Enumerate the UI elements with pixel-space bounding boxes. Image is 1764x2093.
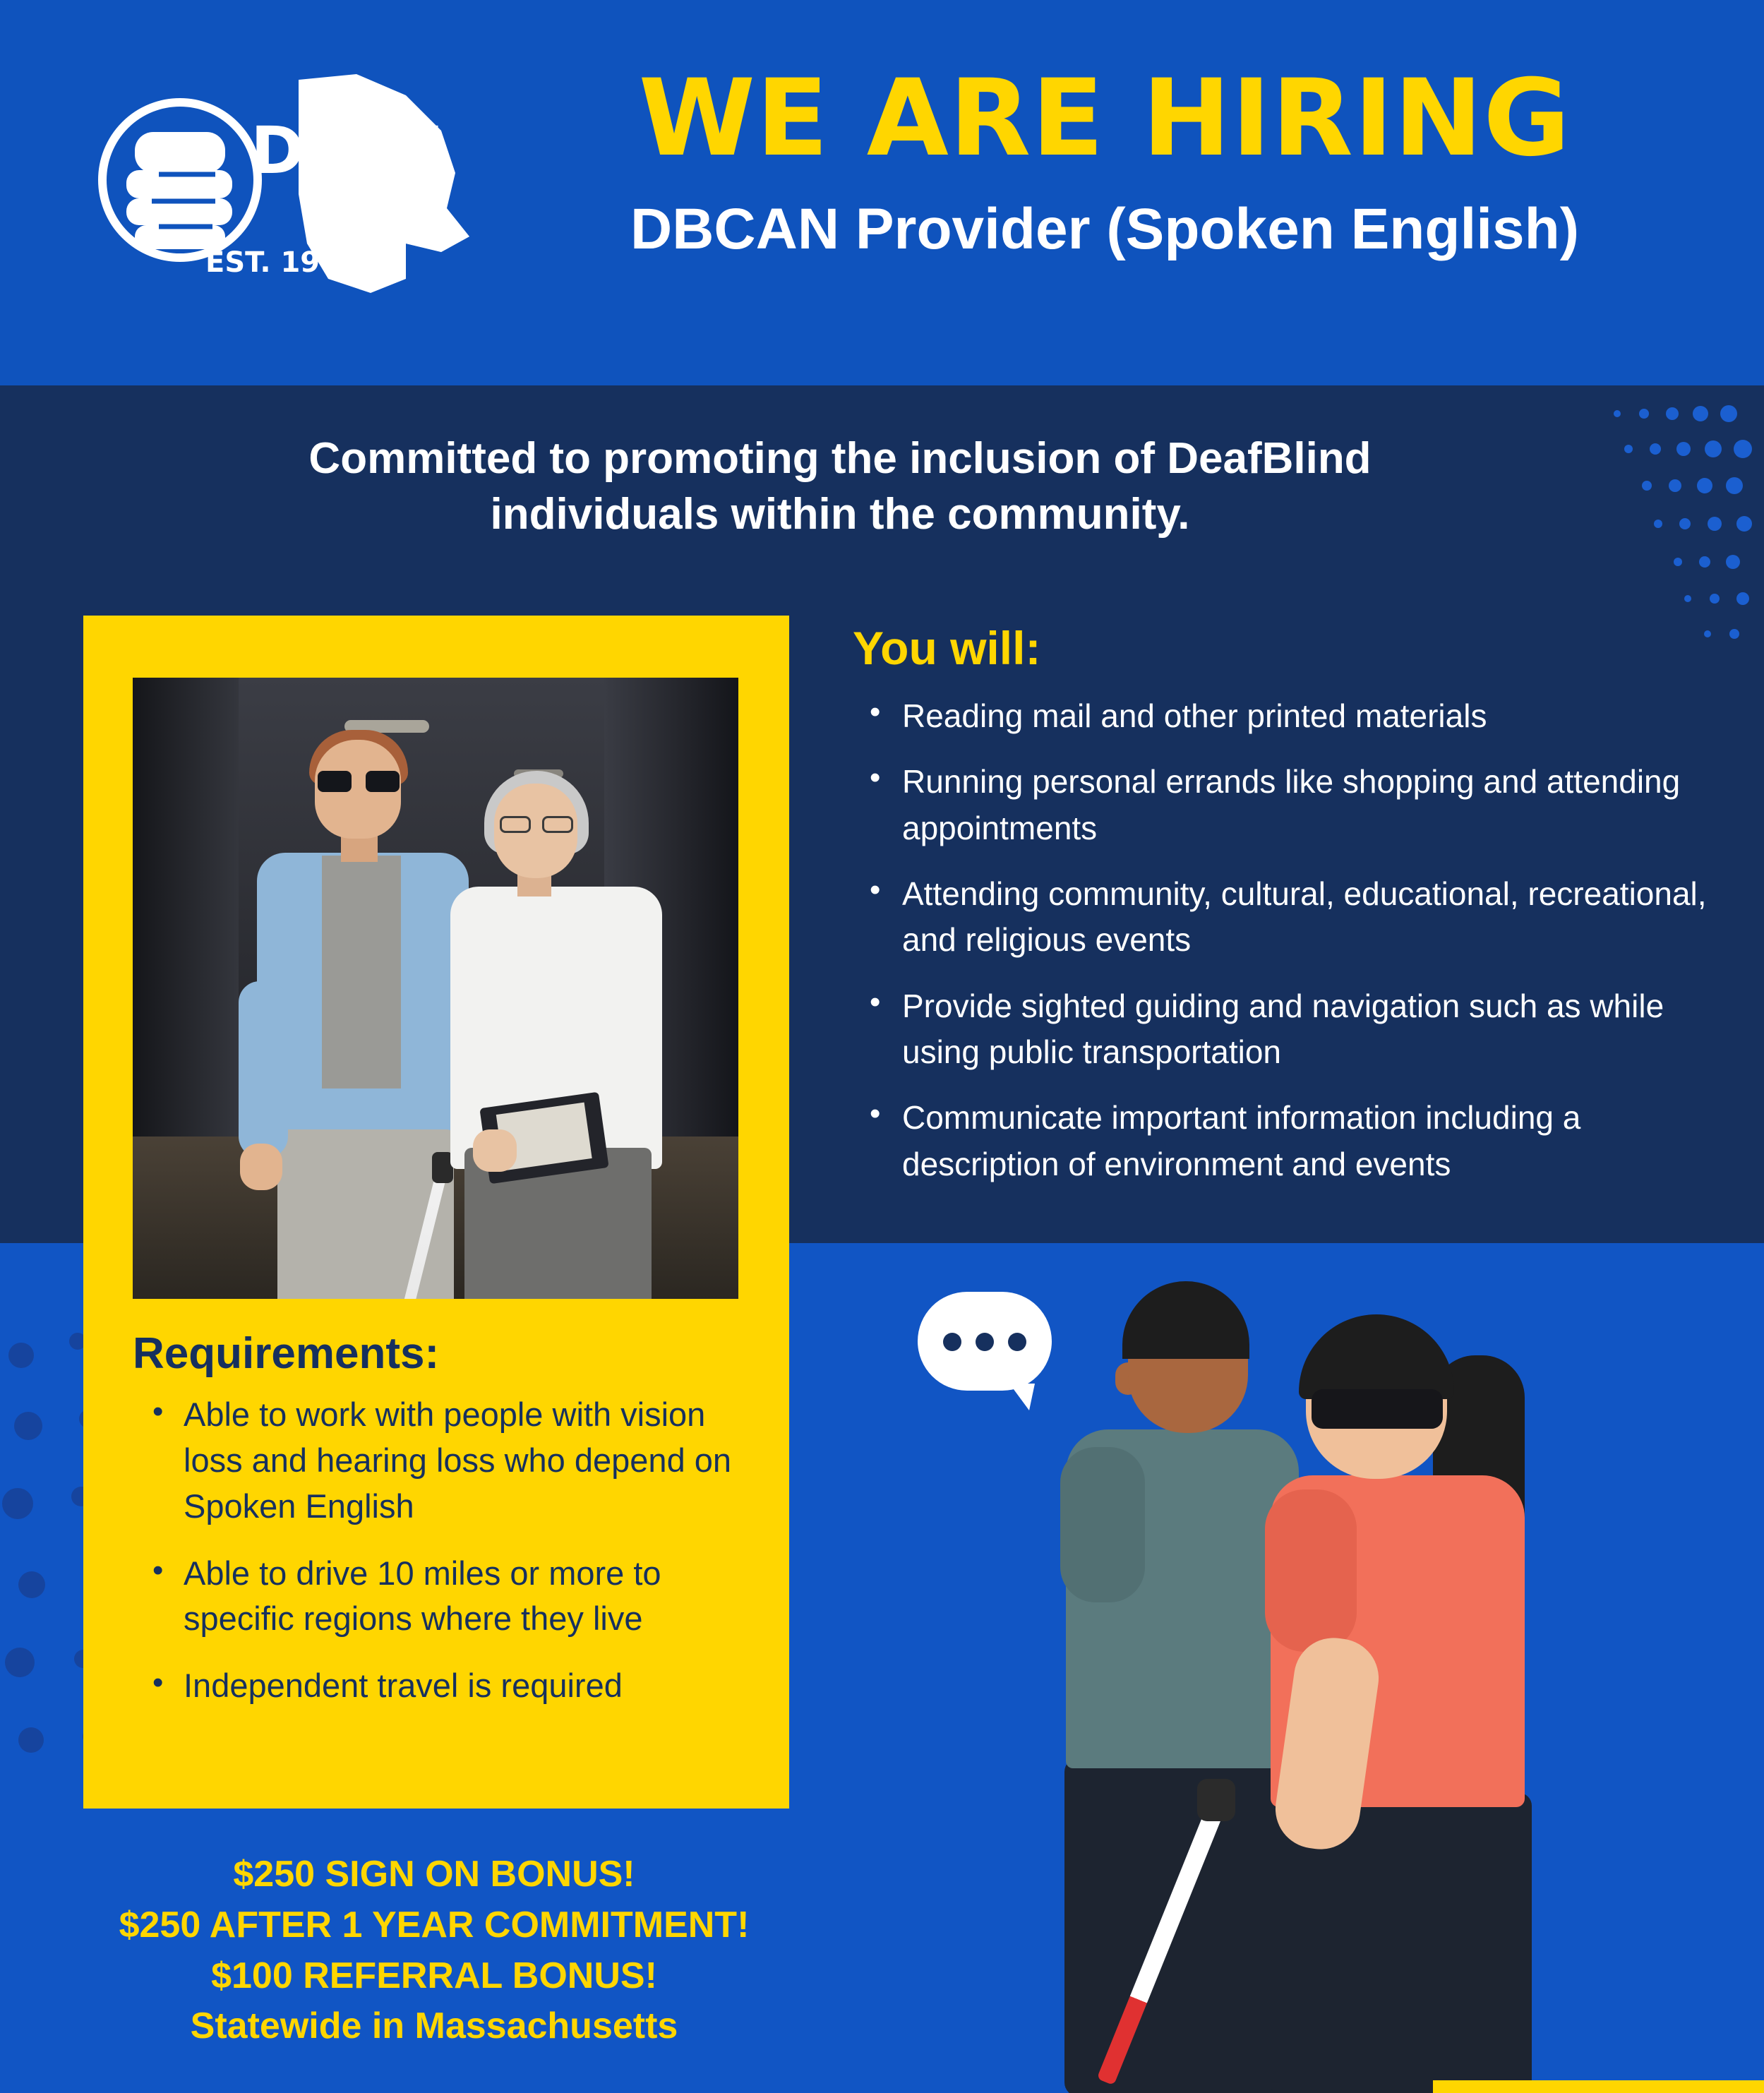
photo-sighted-guide-icon bbox=[133, 678, 738, 1299]
list-item: • Running personal errands like shopping and attending appointments bbox=[847, 759, 1729, 851]
bonus-line-2: $250 AFTER 1 YEAR COMMITMENT! bbox=[119, 1904, 750, 1945]
deaf-inc-fist-massachusetts-logo-icon bbox=[74, 67, 469, 314]
list-item: • Independent travel is required bbox=[133, 1663, 740, 1709]
list-item: • Able to drive 10 miles or more to specific regions where they live bbox=[133, 1551, 740, 1643]
requirements-panel bbox=[83, 616, 789, 1809]
svg-text:INC: INC bbox=[400, 180, 428, 227]
list-item: • Reading mail and other printed materials bbox=[847, 693, 1729, 739]
header-text-block bbox=[494, 57, 1715, 261]
speech-bubble-icon bbox=[918, 1292, 1052, 1391]
list-item: • Provide sighted guiding and navigation such as while using public transportation bbox=[847, 983, 1729, 1076]
svg-text:EST. 1977: EST. 1977 bbox=[205, 246, 359, 279]
svg-text:DEAF: DEAF bbox=[251, 113, 444, 188]
bonus-line-1: $250 SIGN ON BONUS! bbox=[233, 1854, 635, 1895]
requirements-list bbox=[133, 1392, 740, 1730]
bonus-line-3: $100 REFERRAL BONUS! bbox=[211, 1955, 657, 1996]
requirements-title: Requirements: bbox=[133, 1329, 440, 1378]
bonus-block bbox=[64, 1849, 805, 2052]
illustration-deafblind-guide-icon bbox=[875, 1271, 1764, 2093]
list-item: • Able to work with people with vision loss and hearing loss who depend on Spoken English bbox=[133, 1392, 740, 1530]
list-item: • Attending community, cultural, educational, recreational, and religious events bbox=[847, 871, 1729, 964]
responsibilities-list bbox=[847, 693, 1729, 1207]
bonus-line-4: Statewide in Massachusetts bbox=[190, 2005, 678, 2047]
list-item: • Communicate important information including a description of environment and events bbox=[847, 1095, 1729, 1187]
poster-header bbox=[0, 0, 1764, 385]
halftone-dots-top-right-icon bbox=[1468, 385, 1764, 682]
page-title: WE ARE HIRING bbox=[638, 57, 1571, 180]
responsibilities-title: You will: bbox=[853, 622, 1041, 674]
mission-statement: Committed to promoting the inclusion of DeafBlind individuals within the community. bbox=[308, 434, 1372, 539]
job-title: DBCAN Provider (Spoken English) bbox=[630, 196, 1580, 261]
